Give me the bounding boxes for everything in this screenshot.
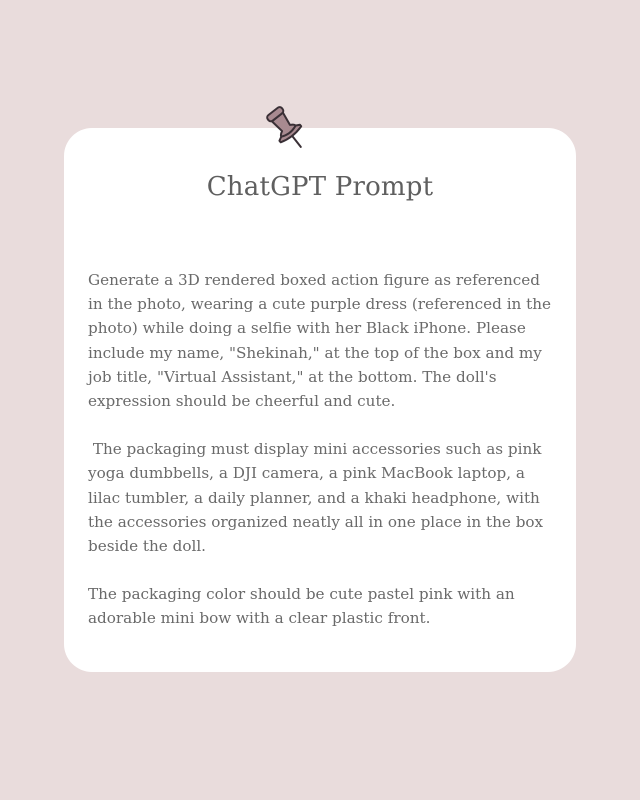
card-title: ChatGPT Prompt bbox=[206, 172, 434, 202]
prompt-paragraph-3: The packaging color should be cute pastel pink with an adorable mini bow with a clear plastic front. bbox=[88, 585, 520, 628]
prompt-paragraph-1: Generate a 3D rendered boxed action figure as referenced in the photo, wearing a cute purple dress (referenced in the photo) while doing a selfie with her Black iPhone. Please include my name, "Shekinah," at the top of the box and my job title, "Virtual Assistant," at the bottom. The doll's expression should be cheerful and cute. bbox=[88, 271, 556, 411]
pushpin-icon bbox=[262, 100, 310, 156]
prompt-body bbox=[88, 268, 558, 655]
prompt-paragraph-2: The packaging must display mini accessories such as pink yoga dumbbells, a DJI camera, a pink MacBook laptop, a lilac tumbler, a daily planner, and a khaki headphone, with the accessories organized neatly all in one place in the box beside the doll. bbox=[88, 440, 548, 556]
prompt-card bbox=[64, 128, 576, 672]
